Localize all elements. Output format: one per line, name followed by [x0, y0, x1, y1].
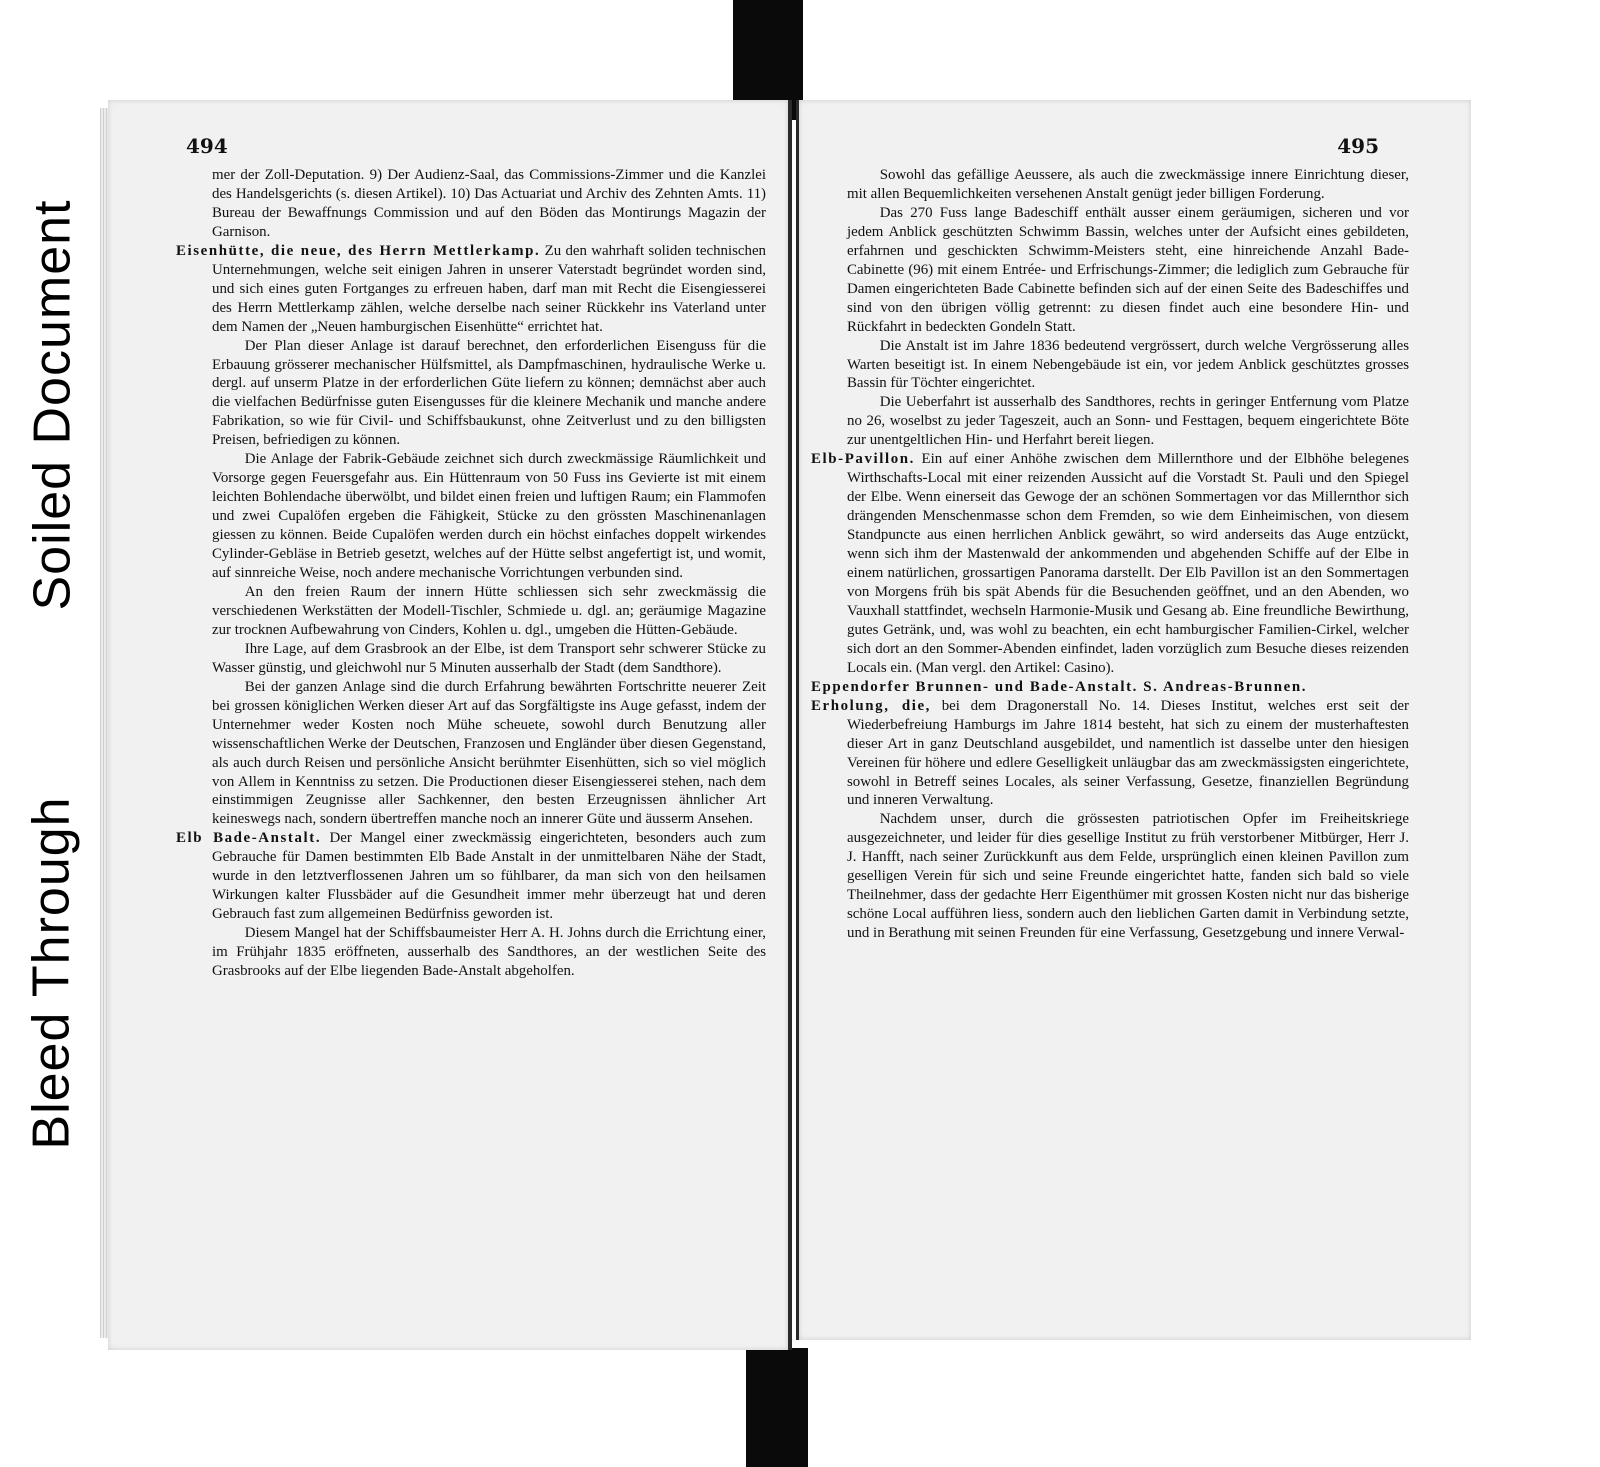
page-number: 495	[1337, 134, 1379, 158]
entry-headword: Elb-Pavillon.	[811, 451, 915, 468]
paragraph: Ihre Lage, auf dem Grasbrook an der Elbe, ist dem Transport sehr schwerer Stücke zu Wasser günstig, und gleichwohl nur 5 Minuten ausserhalb der Stadt (dem Sandthore).	[212, 640, 766, 676]
paragraph: Die Anlage der Fabrik-Gebäude zeichnet sich durch zweckmässige Räumlichkeit und Vorsorge gegen Feuersgefahr aus. Ein Hüttenraum von 50 Fuss ins Gevierte ist mit einem leichten Bohlendache überwölbt, und bildet einen freien und luftigen Raum; ein Flammofen und zwei Cupalöfen ergeben die Fähigkeit, Stücke zu den grössten Maschinenanlagen giessen zu können. Beide Cupalöfen werden durch ein höchst einfaches doppelt wirkendes Cylinder-Gebläse in Betrieb gesetzt, welches auf der Hütte selbst angefertigt ist, und womit, auf sinnreiche Weise, noch andere mechanische Vorrichtungen verbunden sind.	[212, 451, 766, 582]
left-page-text	[176, 166, 766, 981]
page-number: 494	[186, 134, 228, 158]
paragraph: Der Plan dieser Anlage ist darauf berechnet, den erforderlichen Eisenguss für die Erbauung grösserer mechanischer Hülfsmittel, als Dampfmaschinen, hydraulische Werke u. dergl. auf unserm Platze in der erforderlichen Güte liefern zu können; demnächst aber auch die vielfachen Bedürfnisse guten Eisengusses für die kleinere Mechanik und manche andere Fabrikation, so wie für Civil- und Schiffsbaukunst, ohne Zeitverlust und zu den billigsten Preisen, befriedigen zu können.	[212, 337, 766, 449]
dictionary-entry: Erholung, die, bei dem Dragonerstall No. 14. Dieses Institut, welches erst seit der Wiederbefreiung Hamburgs im Jahre 1814 besteht, hat sich zu einem der musterhaftesten dieser Art in ganz Deutschland ausgebildet, und namentlich ist dasselbe unter den hiesigen Vereinen für höhere und edlere Geselligkeit unläugbar das am zweckmässigsten eingerichtete, sowohl in Betreff seines Locales, als seiner Verfassung, Gesetze, finanziellen Begründung und inneren Verwaltung.	[811, 697, 1409, 809]
paragraph: Bei der ganzen Anlage sind die durch Erfahrung bewährten Fortschritte neuerer Zeit bei grossen königlichen Werken dieser Art auf das Sorgfältigste ins Auge gefasst, indem der Unternehmer weder Kosten noch Mühe scheuete, sowohl durch Benutzung aller wissenschaftlichen Werke der Deutschen, Franzosen und Engländer über diesen Gegenstand, als auch durch Reisen und persönliche Ansicht berühmter Eisenhütten, sich so viel möglich von Allem in Kenntniss zu setzen. Die Productionen dieser Eisengiesserei stehen, nach dem einstimmigen Zeugnisse aller Sachkenner, den besten Erzeugnissen ähnlicher Art keineswegs nach, sondern übertreffen manche noch an innerer Güte und äusserm Ansehen.	[212, 678, 766, 828]
paragraph: Die Anstalt ist im Jahre 1836 bedeutend vergrössert, durch welche Vergrösserung alles Warten beseitigt ist. In einem Nebengebäude ist ein, vor jedem Anblick geschütztes grosses Bassin für Töchter eingerichtet.	[847, 337, 1409, 392]
entry-headword: Erholung, die,	[811, 697, 931, 714]
dictionary-entry: Elb-Pavillon. Ein auf einer Anhöhe zwischen dem Millernthore und der Elbhöhe belegenes Wirthschafts-Local mit einer reizenden Aussicht auf die Vorstadt St. Pauli und den Spiegel der Elbe. Wenn einerseit das Gewoge der an schönen Sommertagen vor das Millernthor sich drängenden Menschenmasse schon dem Fremden, so wie dem Einheimischen, von diesem Standpuncte aus einen herrlichen Anblick gewährt, so wird anderseits das Auge entzückt, wenn sich ihm der Mastenwald der ankommenden und abgehenden Schiffe auf der Elbe in einem natürlichen, grossartigen Panorama darstellt. Der Elb Pavillon ist an den Sommertagen von Morgens früh bis spät Abends für die Besuchenden geöffnet, und an den Abenden, wo Vauxhall stattfindet, wechseln Harmonie-Musik und Gesang ab. Eine freundliche Bewirthung, gutes Getränk, und, was wohl zu beachten, ein echt hamburgischer Familien-Cirkel, welcher sich dort an den Sommer-Abenden einfindet, laden vorzüglich zum Besuche dieses reizenden Locals ein. (Man vergl. den Artikel: Casino).	[811, 451, 1409, 676]
dictionary-entry: Elb Bade-Anstalt. Der Mangel einer zweckmässig eingerichteten, besonders auch zum Gebrauche für Damen bestimmten Elb Bade Anstalt in der unmittelbaren Nähe der Stadt, wurde in den letztverflossenen Jahren um so fühlbarer, da man sich von den heilsamen Wirkungen kalter Flussbäder auf die Gesundheit immer mehr überzeugt hat und deren Gebrauch fast zum allgemeinen Bedürfniss geworden ist.	[176, 830, 766, 923]
left-page	[108, 100, 792, 1350]
paragraph: Das 270 Fuss lange Badeschiff enthält ausser einem geräumigen, sicheren und vor jedem Anblick geschützten Schwimm Bassin, welches unter der Aufsicht eines gebildeten, erfahrnen und geschickten Schwimm-Meisters steht, eine hinreichende Anzahl Bade-Cabinette (96) mit einem Entrée- und Erfrischungs-Zimmer; die lediglich zum Gebrauche für Damen eingerichteten Bade Cabinette befinden sich auf der einen Seite des Badeschiffes und sind von den übrigen völlig getrennt: zu diesen findet auch eine besondere Hin- und Rückfahrt in bedeckten Gondeln Statt.	[847, 204, 1409, 335]
paragraph: An den freien Raum der innern Hütte schliessen sich sehr zweckmässig die verschiedenen Werkstätten der Modell-Tischler, Schmiede u. dgl. an; geräumige Magazine zur trocknen Aufbewahrung von Cinders, Kohlen u. dgl., umgeben die Hütten-Gebäude.	[212, 583, 766, 638]
entry-headword: Elb Bade-Anstalt.	[176, 830, 322, 847]
entry-headword: Eppendorfer Brunnen- und Bade-Anstalt. S. Andreas-Brunnen.	[811, 678, 1308, 695]
paragraph: Diesem Mangel hat der Schiffsbaumeister Herr A. H. Johns durch die Errichtung einer, im Frühjahr 1835 eröffneten, ausserhalb des Sandthores, an der westlichen Seite des Grasbrooks auf der Elbe liegenden Bade-Anstalt abgeholfen.	[212, 925, 766, 980]
book-spine-bottom	[746, 1348, 808, 1467]
paragraph: Die Ueberfahrt ist ausserhalb des Sandthores, rechts in geringer Entfernung vom Platze no 26, woselbst zu jeder Tageszeit, auch an Sonn- und Festtagen, bequem eingerichtete Böte zur unentgeltlichen Hin- und Herfahrt bereit liegen.	[847, 394, 1409, 449]
soiled-document-label: Soiled Document	[23, 199, 81, 611]
paragraph: Nachdem unser, durch die grössesten patriotischen Opfer im Freiheitskriege ausgezeichneter, und leider für dies gesellige Institut zu früh verstorbener Mitbürger, Herr J. J. Hanfft, nach seiner Zurückkunft aus dem Felde, ursprünglich einen kleinen Pavillon zum geselligen Verein für sich und seine Freunde eingerichtet hatte, fanden sich bald so viele Theilnehmer, dass der gedachte Herr Eigenthümer mit grossen Kosten nicht nur das bisherige schöne Local aufführen liess, sondern auch den lieblichen Garten damit in Verbindung setzte, und in Berathung mit seinen Freunden für eine Verfassung, Gesetzgebung und innere Verwal-	[847, 811, 1409, 942]
entry-headword: Eisenhütte, die neue, des Herrn Mettlerkamp.	[176, 242, 541, 259]
right-page	[796, 100, 1471, 1340]
dictionary-entry	[811, 678, 1409, 697]
dictionary-entry: Eisenhütte, die neue, des Herrn Mettlerkamp. Zu den wahrhaft soliden technischen Unternehmungen, welche seit einigen Jahren in unserer Vaterstadt begründet worden sind, und sich eines guten Fortganges zu erfreuen haben, darf man mit Recht die Eisengiesserei des Herrn Mettlerkamp zählen, welche derselbe nach seiner Rückkehr ins Vaterland unter dem Namen der „Neuen hamburgischen Eisenhütte“ errichtet hat.	[176, 242, 766, 335]
bleed-through-label: Bleed Through	[23, 795, 81, 1150]
right-page-text	[811, 166, 1409, 943]
paragraph: Sowohl das gefällige Aeussere, als auch die zweckmässige innere Einrichtung dieser, mit allen Bequemlichkeiten versehenen Anstalt genügt jeder billigen Forderung.	[847, 167, 1409, 202]
paragraph: mer der Zoll-Deputation. 9) Der Audienz-Saal, das Commissions-Zimmer und die Kanzlei des Handelsgerichts (s. diesen Artikel). 10) Das Actuariat und Archiv des Zehnten Amts. 11) Bureau der Bewaffnungs Commission und auf den Böden das Montirungs Magazin der Garnison.	[212, 167, 766, 240]
